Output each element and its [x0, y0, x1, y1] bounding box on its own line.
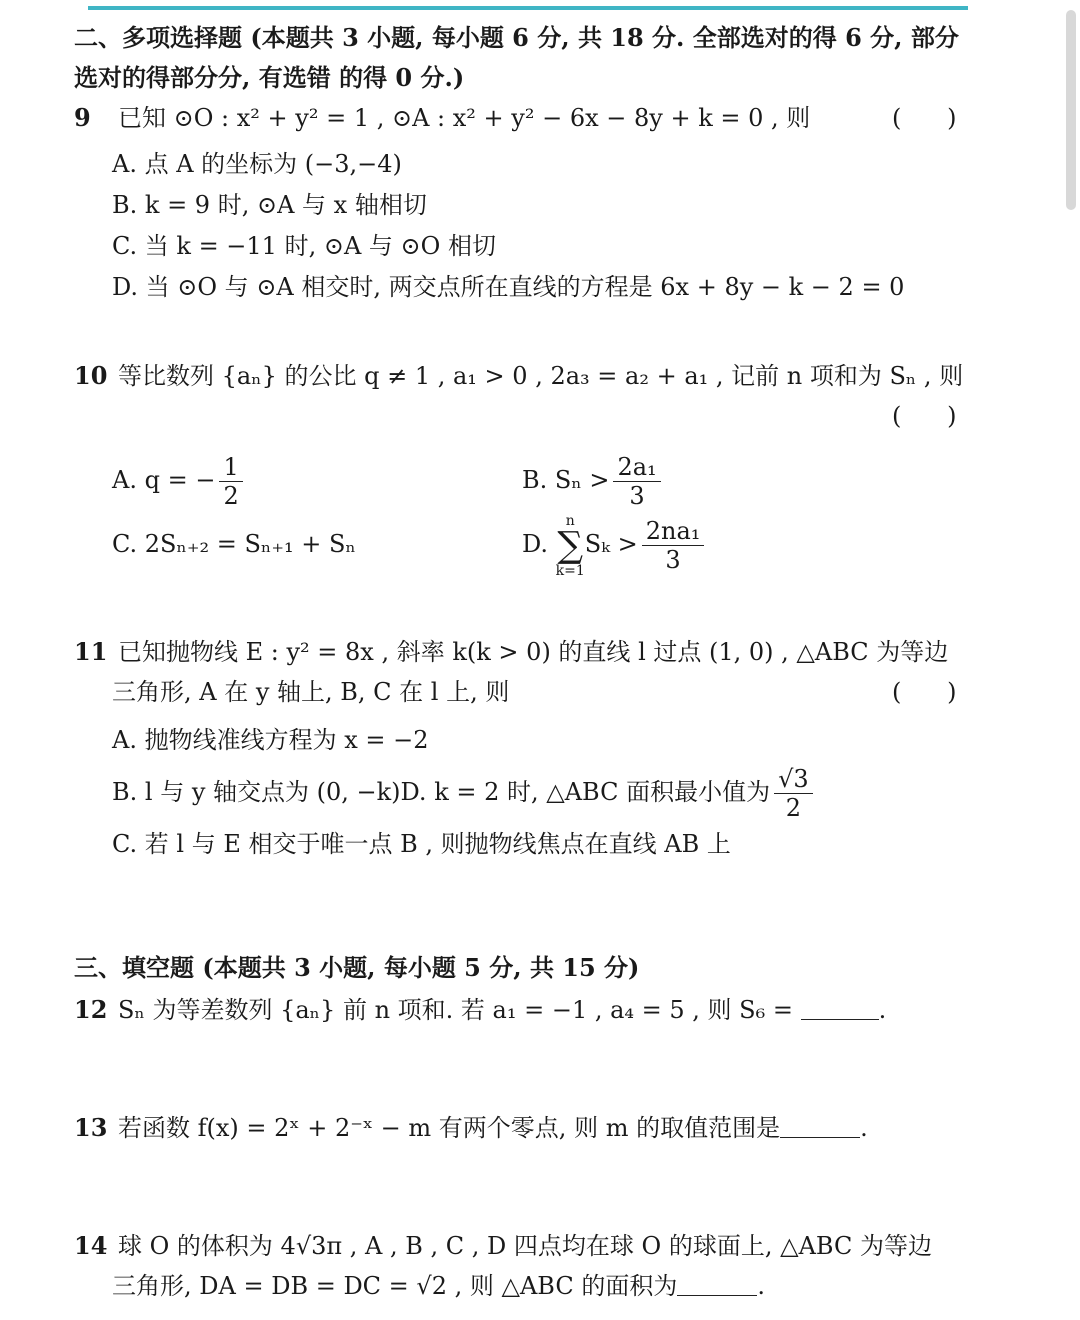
- fraction-numerator: 2a₁: [613, 453, 660, 482]
- question-13-answer-blank[interactable]: [780, 1115, 860, 1138]
- question-12-stem: [118, 994, 886, 1026]
- scrollbar[interactable]: [1066, 10, 1076, 210]
- question-11-stem-line-2: 三角形, A 在 y 轴上, B, C 在 l 上, 则: [112, 678, 510, 706]
- option-a-fraction: [219, 453, 242, 510]
- question-13-number: 13: [74, 1113, 108, 1142]
- question-13-stem: [118, 1112, 868, 1144]
- fraction-denominator: 3: [629, 482, 645, 510]
- top-accent-bar: [88, 6, 968, 10]
- question-10-option-a: [112, 450, 247, 510]
- fraction-denominator: 3: [665, 546, 681, 574]
- question-13-period: .: [860, 1114, 868, 1142]
- fraction-numerator: 1: [219, 453, 242, 482]
- question-14-number: 14: [74, 1231, 108, 1260]
- question-10-answer-paren: ( ): [892, 402, 957, 430]
- option-d-fraction: [642, 517, 705, 574]
- question-14-period: .: [757, 1272, 765, 1300]
- sum-lower-limit: k=1: [555, 562, 585, 579]
- sum-upper-limit: n: [565, 512, 575, 529]
- question-12-answer-blank[interactable]: [801, 997, 879, 1020]
- question-11-option-a: A. 抛物线准线方程为 x = −2: [112, 726, 429, 754]
- question-9-number: 9: [74, 103, 91, 132]
- question-10-option-c: C. 2Sₙ₊₂ = Sₙ₊₁ + Sₙ: [112, 530, 356, 558]
- option-b-text: B. l 与 y 轴交点为 (0, −k)D. k = 2 时, △ABC 面积最小值为: [112, 778, 771, 806]
- question-9-option-c: C. 当 k = −11 时, ⊙A 与 ⊙O 相切: [112, 232, 496, 260]
- fraction-denominator: 2: [785, 794, 802, 822]
- question-11-stem-line-1: 已知抛物线 E : y² = 8x , 斜率 k(k > 0) 的直线 l 过点 (1, 0) , △ABC 为等边: [118, 638, 949, 666]
- section-2-title-line-2: 选对的得部分分, 有选错 的得 0 分.): [74, 63, 465, 92]
- option-d-middle: Sₖ >: [584, 530, 638, 558]
- section-2-title-line-1: 二、多项选择题 (本题共 3 小题, 每小题 6 分, 共 18 分. 全部选对的得 6 分, 部分: [74, 23, 959, 52]
- question-12-number: 12: [74, 995, 108, 1024]
- question-13-text: 若函数 f(x) = 2ˣ + 2⁻ˣ − m 有两个零点, 则 m 的取值范围是: [118, 1114, 781, 1142]
- question-9-answer-paren: ( ): [892, 104, 957, 132]
- question-9-option-b: B. k = 9 时, ⊙A 与 x 轴相切: [112, 191, 427, 219]
- fraction-denominator: 2: [223, 482, 239, 510]
- question-12-text: Sₙ 为等差数列 {aₙ} 前 n 项和. 若 a₁ = −1 , a₄ = 5 , 则 S₆ =: [118, 996, 793, 1024]
- fraction-numerator: 2na₁: [642, 517, 705, 546]
- summation-symbol: [556, 514, 585, 578]
- option-b-fraction: [613, 453, 660, 510]
- question-10-option-d: [522, 512, 708, 578]
- question-10-option-b: [522, 450, 665, 510]
- option-b-prefix: B. Sₙ >: [522, 466, 610, 494]
- question-9-option-d: D. 当 ⊙O 与 ⊙A 相交时, 两交点所在直线的方程是 6x + 8y − k − 2 = 0: [112, 273, 905, 301]
- question-10-stem: 等比数列 {aₙ} 的公比 q ≠ 1 , a₁ > 0 , 2a₃ = a₂ + a₁ , 记前 n 项和为 Sₙ , 则: [118, 362, 964, 390]
- question-14-stem-line-2: [112, 1270, 765, 1302]
- section-3-title: 三、填空题 (本题共 3 小题, 每小题 5 分, 共 15 分): [74, 953, 640, 982]
- question-14-answer-blank[interactable]: [677, 1273, 757, 1296]
- question-11-number: 11: [74, 637, 108, 666]
- fraction-numerator: √3: [774, 765, 813, 794]
- option-a-prefix: A. q = −: [112, 466, 216, 494]
- option-b-fraction: [774, 765, 813, 822]
- question-12-period: .: [878, 996, 887, 1024]
- question-14-stem-line-1: 球 O 的体积为 4√3π , A , B , C , D 四点均在球 O 的球面上, △ABC 为等边: [118, 1232, 932, 1260]
- question-9-option-a: A. 点 A 的坐标为 (−3,−4): [112, 150, 402, 178]
- option-d-prefix: D.: [522, 530, 549, 558]
- sigma-icon: ∑: [557, 524, 584, 566]
- question-14-text: 三角形, DA = DB = DC = √2 , 则 △ABC 的面积为: [112, 1272, 678, 1300]
- question-10-number: 10: [74, 361, 108, 390]
- question-11-answer-paren: ( ): [892, 678, 957, 706]
- question-9-stem: 已知 ⊙O : x² + y² = 1 , ⊙A : x² + y² − 6x − 8y + k = 0 , 则: [118, 104, 811, 132]
- question-11-option-b: [112, 760, 817, 824]
- question-11-option-c: C. 若 l 与 E 相交于唯一点 B , 则抛物线焦点在直线 AB 上: [112, 830, 731, 858]
